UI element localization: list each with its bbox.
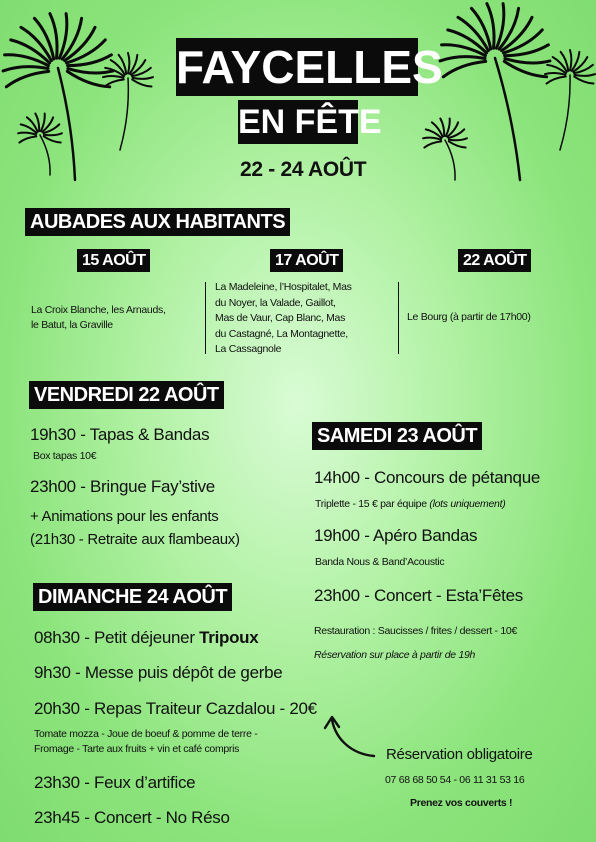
firework-trail (560, 75, 570, 150)
aubade-date-label: 15 AOÛT (82, 252, 146, 269)
firework-ray (132, 77, 152, 79)
menu-line: Fromage - Tarte aux fruits + vin et café compris (34, 743, 240, 755)
firework-ray (6, 71, 48, 86)
firework-ray (3, 67, 48, 71)
firework-ray (44, 136, 61, 142)
title-line1-box (176, 38, 443, 96)
dimanche-item: 9h30 - Messe puis dépôt de gerbe (34, 663, 283, 682)
restauration-info: Restauration : Saucisses / frites / dessert - 10€ (314, 625, 517, 637)
firework-ray (574, 77, 593, 84)
firework-ray (423, 138, 441, 140)
aubade-date-label: 22 AOÛT (463, 252, 527, 269)
dimanche-item: 20h30 - Repas Traiteur Cazdalou - 20€ (34, 699, 317, 718)
firework-ray (440, 57, 485, 61)
reservation-note: Prenez vos couverts ! (410, 797, 513, 809)
day-title-text: DIMANCHE 24 AOÛT (38, 586, 228, 608)
vendredi-title (29, 381, 224, 409)
page-title: FAYCELLES (176, 41, 443, 93)
firework-ray (68, 69, 113, 73)
dimanche-item-text: 08h30 - Petit déjeuner (34, 628, 200, 647)
aubade-date-15 (77, 249, 150, 272)
reservation-phones: 07 68 68 50 54 - 06 11 31 53 16 (385, 774, 525, 786)
curved-arrow-icon (322, 712, 382, 762)
firework-ray (132, 80, 151, 87)
samedi-item-sub-text: Triplette - 15 € par équipe (315, 498, 427, 510)
firework-ray (105, 80, 124, 87)
firework-ray (44, 133, 62, 135)
firework-ray (570, 50, 571, 71)
firework-ray (502, 17, 532, 50)
dimanche-title (33, 583, 232, 611)
vendredi-item: 23h00 - Bringue Fay’stive (30, 477, 215, 496)
aubades-title-text: AUBADES AUX HABITANTS (30, 211, 286, 233)
vendredi-item: (21h30 - Retraite aux flambeaux) (30, 531, 240, 548)
firework-trail (58, 68, 75, 180)
firework-ray (65, 27, 95, 60)
dimanche-item: 23h45 - Concert - No Réso (34, 808, 230, 827)
place-line: du Noyer, la Valade, Gaillot, (215, 296, 336, 309)
dimanche-item (34, 628, 258, 648)
column-divider (398, 282, 399, 354)
samedi-item: 23h00 - Concert - Esta’Fêtes (314, 586, 523, 605)
place-line: le Batut, la Graville (31, 319, 113, 331)
firework-ray (59, 14, 66, 59)
vendredi-item: 19h30 - Tapas & Bandas (30, 425, 210, 444)
samedi-item-sub (315, 498, 505, 510)
dimanche-item-bold: Tripoux (199, 628, 259, 647)
firework-ray (574, 74, 594, 76)
samedi-item: 14h00 - Concours de pétanque (314, 468, 540, 487)
vendredi-item-sub: Box tapas 10€ (33, 450, 97, 462)
firework-ray (547, 77, 566, 84)
dimanche-item: 23h30 - Feux d’artifice (34, 773, 196, 792)
place-line: Mas de Vaur, Cap Blanc, Mas (215, 312, 346, 324)
firework-ray (446, 118, 450, 136)
samedi-item-sub: Banda Nous & Band’Acoustic (315, 556, 445, 568)
aubade-15-places (31, 303, 166, 333)
aubade-date-22 (458, 249, 531, 272)
title-line2-box (238, 100, 382, 144)
firework-ray (545, 73, 565, 75)
samedi-item: 19h00 - Apéro Bandas (314, 526, 478, 545)
firework-ray (449, 141, 466, 147)
firework-ray (443, 61, 485, 76)
vendredi-item: + Animations pour les enfants (30, 508, 219, 525)
page-subtitle: EN FÊTE (238, 103, 382, 141)
menu-line: Tomate mozza - Joue de boeuf & pomme de terre - (34, 728, 258, 740)
reservation-place-info: Réservation sur place à partir de 19h (314, 649, 476, 661)
firework-ray (424, 141, 441, 147)
place-line: La Madeleine, l’Hospitalet, Mas (215, 281, 352, 293)
place-line: du Castagné, La Montagnette, (215, 327, 348, 340)
firework-ray (18, 133, 36, 135)
samedi-title (312, 422, 482, 450)
firework-ray (103, 76, 123, 78)
firework-ray (449, 138, 467, 140)
firework-trail (445, 140, 455, 180)
firework-ray (41, 113, 45, 131)
place-line: Le Bourg (à partir de 17h00) (407, 311, 531, 323)
place-line: La Croix Blanche, les Arnauds, (31, 304, 166, 316)
day-title-text: SAMEDI 23 AOÛT (317, 425, 478, 447)
day-title-text: VENDREDI 22 AOÛT (34, 384, 219, 406)
place-line: La Cassagnole (215, 343, 282, 355)
firework-ray (505, 59, 550, 63)
firework-ray (128, 53, 129, 74)
firework-trail (120, 78, 128, 150)
aubade-17-places (215, 280, 352, 358)
reservation-title: Réservation obligatoire (386, 746, 533, 763)
firework-trail (40, 135, 50, 175)
aubade-date-label: 17 AOÛT (275, 252, 339, 269)
firework-ray (19, 136, 36, 142)
event-dates: 22 - 24 AOÛT (240, 158, 367, 181)
aubade-22-places (407, 311, 531, 323)
column-divider (205, 282, 206, 354)
aubades-title (25, 208, 290, 236)
samedi-item-sub-italic: (lots uniquement) (429, 498, 506, 510)
aubade-date-17 (270, 249, 343, 272)
firework-ray (496, 4, 503, 49)
firework-trail (495, 58, 520, 180)
